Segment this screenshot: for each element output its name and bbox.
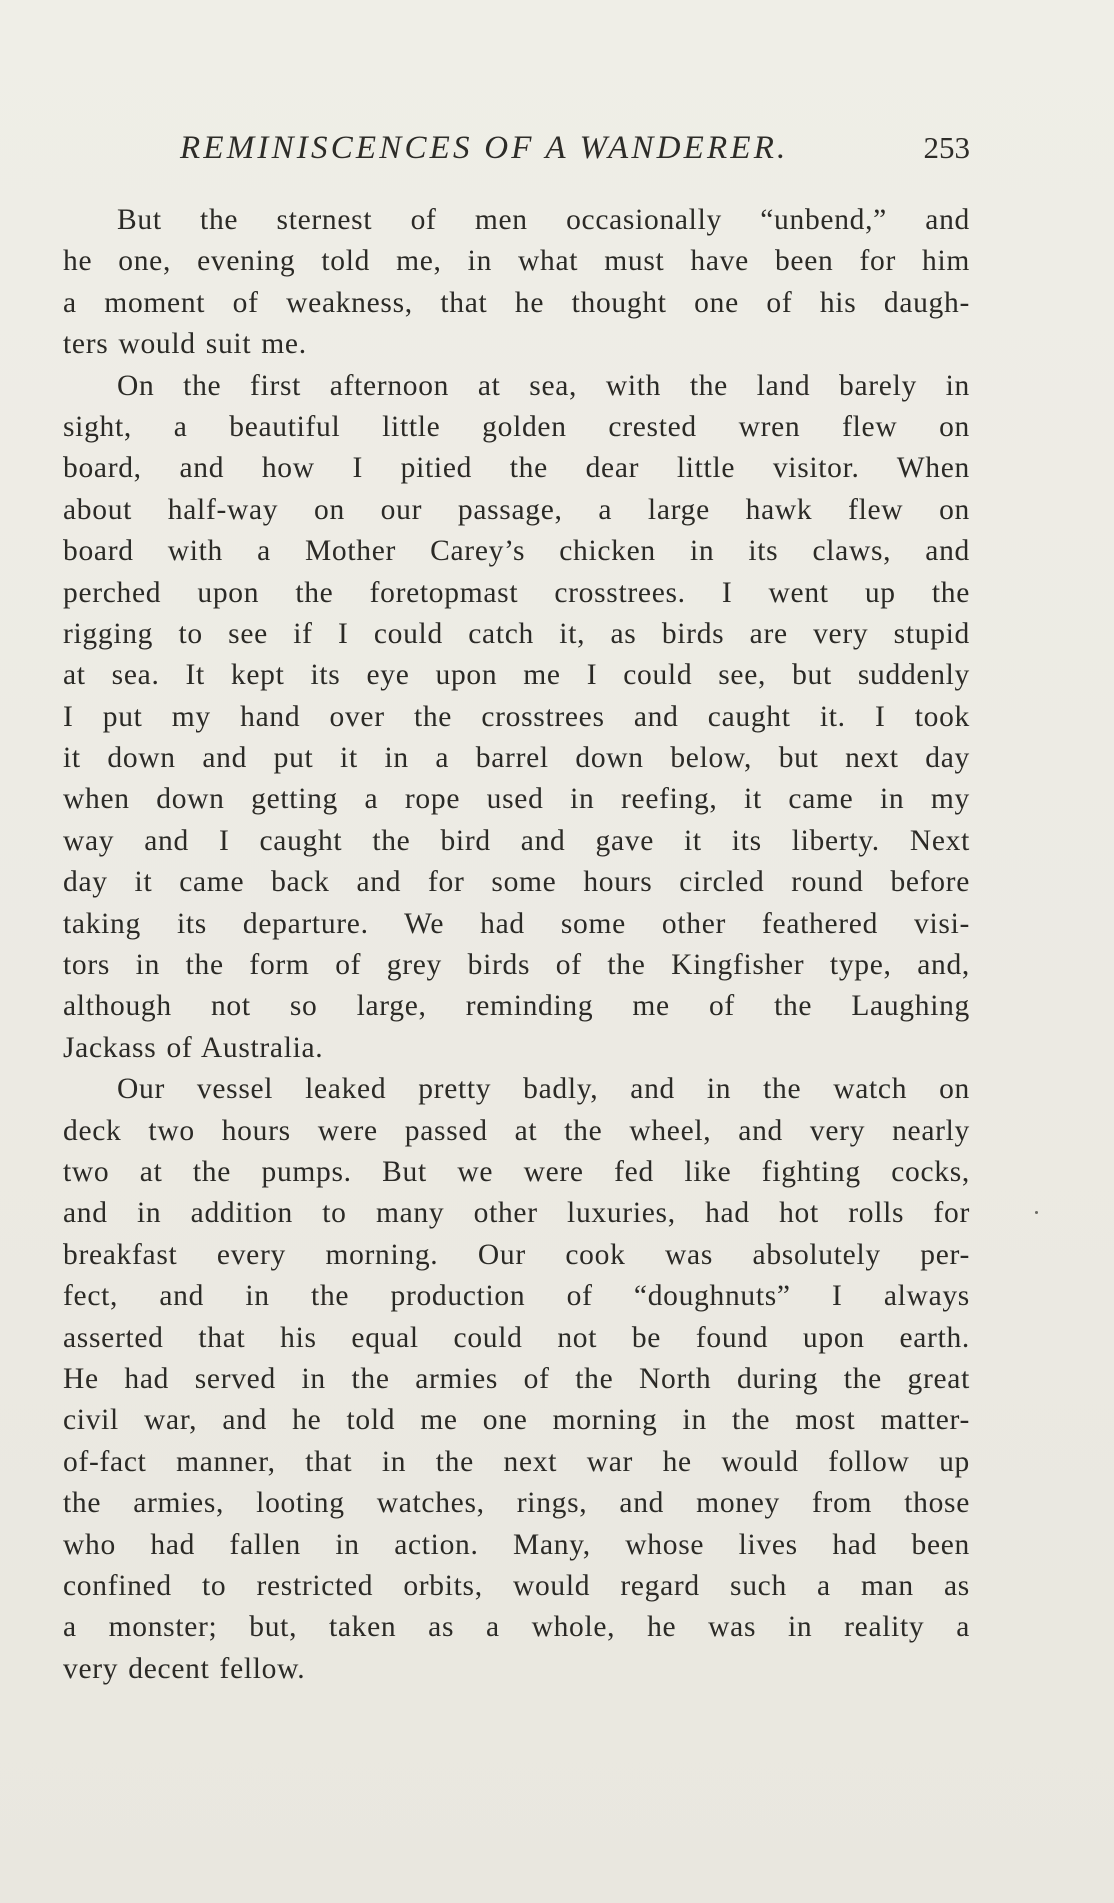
text-line: ters would suit me. [63, 328, 307, 361]
text-line: when down getting a rope used in reefing, it came in my [63, 783, 970, 816]
paragraph [63, 200, 970, 366]
text-line: rigging to see if I could catch it, as birds are very stupid [63, 617, 970, 650]
body-text [63, 200, 970, 1690]
text-line: sight, a beautiful little golden crested wren flew on [63, 410, 970, 443]
text-line: it down and put it in a barrel down below, but next day [63, 742, 970, 775]
text-line: Jackass of Australia. [63, 1031, 324, 1064]
text-line: I put my hand over the crosstrees and caught it. I took [63, 700, 970, 733]
text-line: board, and how I pitied the dear little visitor. When [63, 452, 970, 485]
text-line: of-fact manner, that in the next war he would follow up [63, 1445, 970, 1478]
text-line: who had fallen in action. Many, whose lives had been [63, 1528, 970, 1561]
text-line: He had served in the armies of the North during the great [63, 1362, 970, 1395]
text-line: a monster; but, taken as a whole, he was in reality a [63, 1611, 970, 1644]
text-line: deck two hours were passed at the wheel, and very nearly [63, 1114, 970, 1147]
text-line: a moment of weakness, that he thought one of his daugh- [63, 286, 970, 319]
text-line: way and I caught the bird and gave it its liberty. Next [63, 824, 970, 857]
text-line: asserted that his equal could not be found upon earth. [63, 1321, 970, 1354]
page-number: 253 [923, 130, 970, 165]
text-line: breakfast every morning. Our cook was absolutely per- [63, 1238, 970, 1271]
text-line: But the sternest of men occasionally “unbend,” and [117, 204, 970, 236]
text-line: and in addition to many other luxuries, had hot rolls for [63, 1197, 970, 1230]
text-line: although not so large, reminding me of the Laughing [63, 990, 970, 1023]
text-line: day it came back and for some hours circled round before [63, 866, 970, 899]
text-line: perched upon the foretopmast crosstrees. I went up the [63, 576, 970, 609]
text-line: he one, evening told me, in what must have been for him [63, 245, 970, 278]
paragraph [63, 366, 970, 1070]
text-line: tors in the form of grey birds of the Kingfisher type, and, [63, 949, 970, 982]
paragraph [63, 1069, 970, 1690]
text-line: about half-way on our passage, a large hawk flew on [63, 493, 970, 526]
text-line: taking its departure. We had some other feathered visi- [63, 907, 970, 940]
page-header [180, 130, 970, 180]
text-line: Our vessel leaked pretty badly, and in the watch on [117, 1073, 970, 1106]
text-line: the armies, looting watches, rings, and money from those [63, 1487, 970, 1520]
text-line: fect, and in the production of “doughnuts” I always [63, 1280, 970, 1313]
running-title: REMINISCENCES OF A WANDERER. [180, 130, 789, 166]
text-line: civil war, and he told me one morning in the most matter- [63, 1404, 970, 1437]
text-line: board with a Mother Carey’s chicken in its claws, and [63, 535, 970, 568]
text-line: confined to restricted orbits, would regard such a man as [63, 1569, 970, 1602]
text-line: at sea. It kept its eye upon me I could see, but suddenly [63, 659, 970, 692]
paper-speck [1035, 1211, 1038, 1214]
text-line: two at the pumps. But we were fed like fighting cocks, [63, 1155, 970, 1188]
text-line: On the first afternoon at sea, with the land barely in [117, 369, 970, 402]
text-line: very decent fellow. [63, 1652, 306, 1685]
